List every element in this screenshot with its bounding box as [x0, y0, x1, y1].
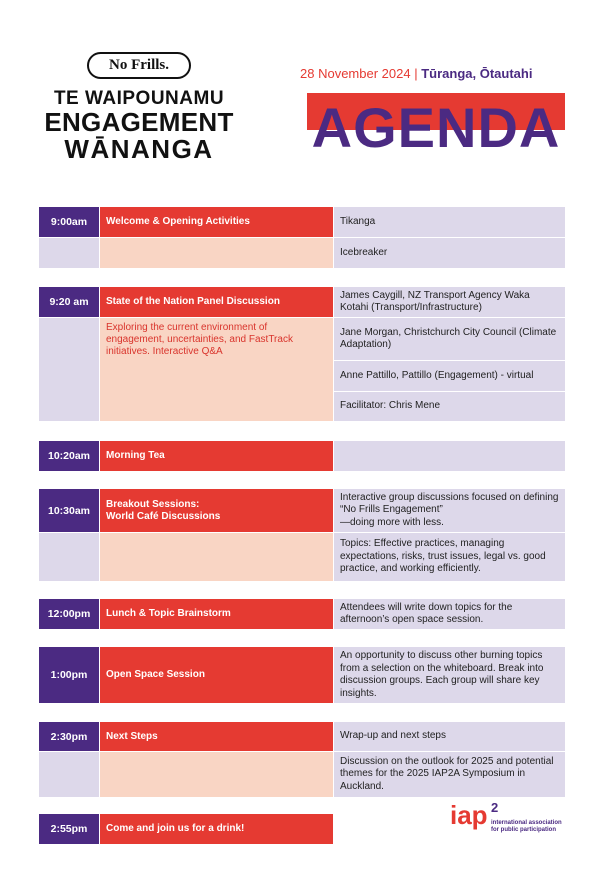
detail-line: —doing more with less.	[340, 516, 444, 528]
activity-description: Exploring the current environment of engagement, uncertainties, and FastTrack initiatives. Interactive Q&A	[100, 318, 333, 421]
detail-cell: Tikanga	[334, 207, 565, 237]
time-cell: 10:30am	[39, 489, 99, 532]
time-blank-cell	[39, 752, 99, 797]
detail-cell: Discussion on the outlook for 2025 and potential themes for the 2025 IAP2A Symposium in Auckland.	[334, 752, 565, 797]
time-cell: 9:00am	[39, 207, 99, 237]
agenda-heading: AGENDA	[311, 96, 561, 159]
detail-cell: Jane Morgan, Christchurch City Council (Climate Adaptation)	[334, 318, 565, 360]
activity-cell: State of the Nation Panel Discussion	[100, 287, 333, 317]
activity-line: Breakout Sessions:	[106, 498, 200, 510]
time-blank-cell	[39, 238, 99, 268]
time-blank-cell	[39, 318, 99, 421]
time-cell: 10:20am	[39, 441, 99, 471]
event-location: Tūranga, Ōtautahi	[421, 66, 533, 81]
date-separator: |	[414, 66, 418, 81]
detail-cell: James Caygill, NZ Transport Agency Waka Kotahi (Transport/Infrastructure)	[334, 287, 565, 317]
time-cell: 2:30pm	[39, 722, 99, 751]
iap-logo-superscript: 2	[491, 800, 499, 815]
activity-cell: Next Steps	[100, 722, 333, 751]
detail-cell	[334, 441, 565, 471]
time-cell: 9:20 am	[39, 287, 99, 317]
iap-logo-text: iap	[450, 800, 488, 830]
activity-blank-cell	[100, 533, 333, 581]
activity-cell: Lunch & Topic Brainstorm	[100, 599, 333, 629]
detail-cell: Attendees will write down topics for the afternoon’s open space session.	[334, 599, 565, 629]
activity-cell: Come and join us for a drink!	[100, 814, 333, 844]
event-date: 28 November 2024	[300, 66, 411, 81]
activity-cell: Morning Tea	[100, 441, 333, 471]
activity-blank-cell	[100, 238, 333, 268]
event-title-line3: WĀNANGA	[64, 134, 214, 164]
no-frills-logo: No Frills.	[87, 52, 191, 79]
iap-logo-tagline	[491, 820, 562, 834]
iap-tagline-line1: international association	[491, 820, 562, 826]
time-cell: 2:55pm	[39, 814, 99, 844]
detail-cell: Wrap-up and next steps	[334, 722, 565, 751]
detail-cell: An opportunity to discuss other burning topics from a selection on the whiteboard. Break into discussion groups. Each group will share key insights.	[334, 647, 565, 703]
detail-cell	[334, 489, 565, 532]
detail-cell: Anne Pattillo, Pattillo (Engagement) - virtual	[334, 361, 565, 391]
detail-cell: Topics: Effective practices, managing expectations, risks, trust issues, legal vs. good practice, and working efficiently.	[334, 533, 565, 581]
detail-cell: Icebreaker	[334, 238, 565, 268]
date-location	[300, 66, 565, 81]
event-title-line2: ENGAGEMENT	[44, 107, 234, 137]
detail-line: Interactive group discussions focused on defining “No Frills Engagement”	[340, 491, 559, 516]
detail-cell: Facilitator: Chris Mene	[334, 392, 565, 421]
activity-cell: Open Space Session	[100, 647, 333, 703]
activity-cell: Welcome & Opening Activities	[100, 207, 333, 237]
event-title-line1: TE WAIPOUNAMU	[53, 88, 225, 109]
iap2-logo	[450, 800, 565, 840]
time-blank-cell	[39, 533, 99, 581]
activity-cell	[100, 489, 333, 532]
time-cell: 12:00pm	[39, 599, 99, 629]
activity-blank-cell	[100, 752, 333, 797]
iap-tagline-line2: for public participation	[491, 827, 557, 833]
activity-line: World Café Discussions	[106, 510, 221, 522]
time-cell: 1:00pm	[39, 647, 99, 703]
